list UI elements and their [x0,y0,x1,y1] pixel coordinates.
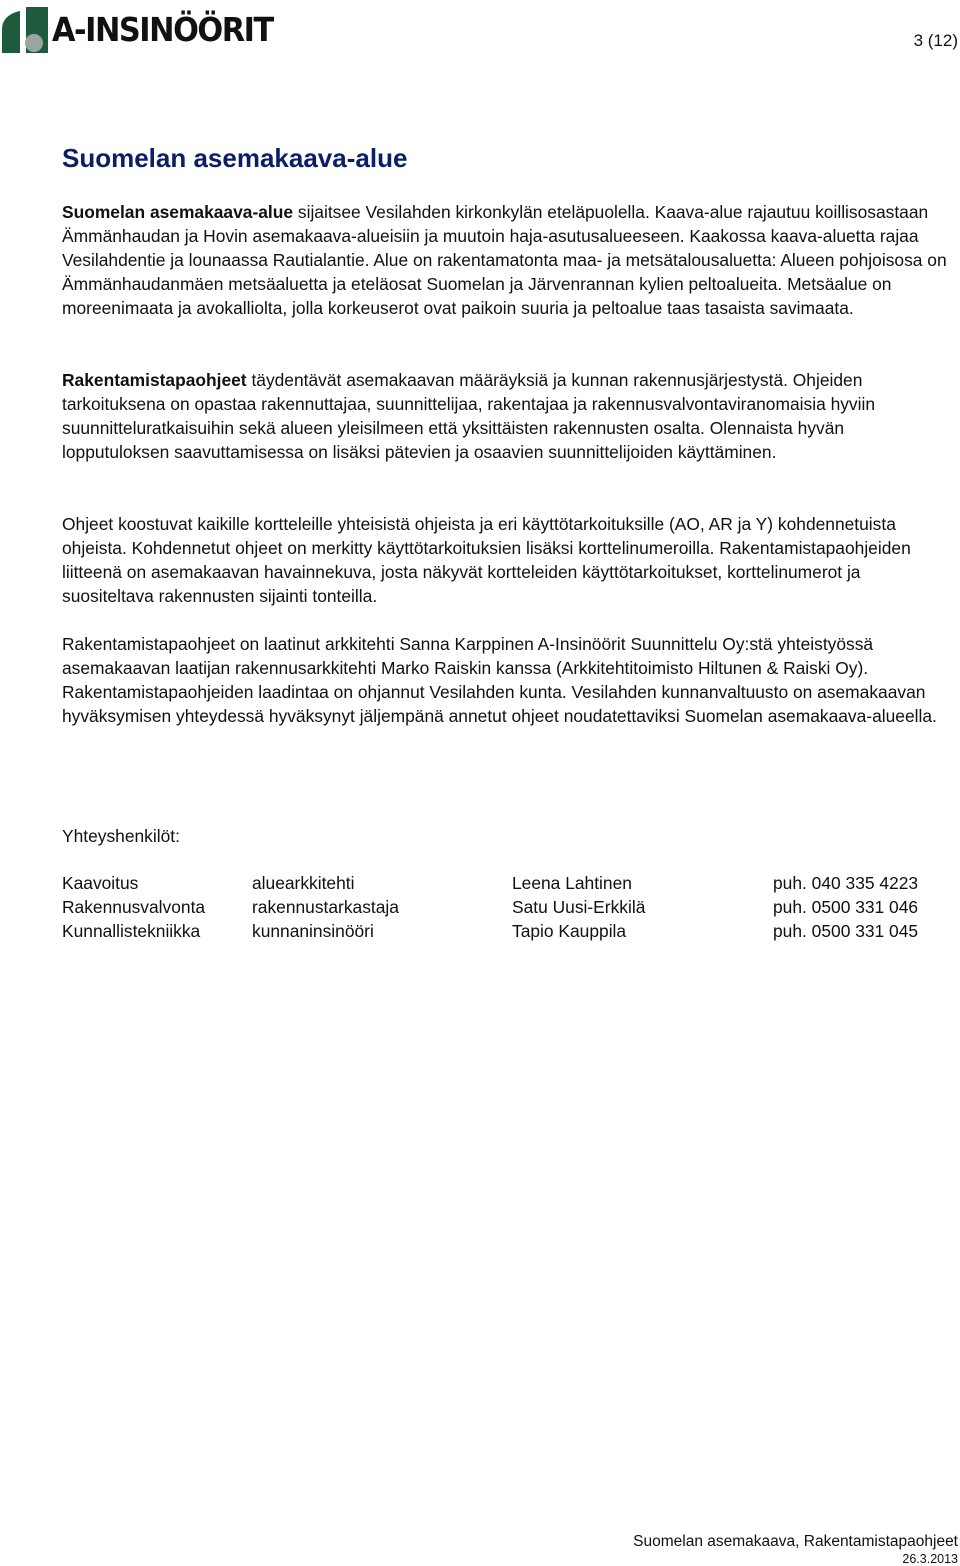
paragraph-authors [62,632,954,728]
paragraph-structure [62,512,954,608]
contact-name: Leena Lahtinen [512,873,632,893]
contact-role: aluearkkitehti [252,873,355,893]
page-footer [633,1532,958,1566]
paragraph-text: täydentävät asemakaavan määräyksiä ja kunnan rakennusjärjestystä. Ohjeiden tarkoituksena on opastaa rakennuttajaa, suunnittelijaa, rakentajaa ja rakennusvalvontaviranomaisia hyviin suunnitteluratkaisuihin sekä alueen yleisilmeen että yksittäisten rakennusten osalta. Olennaista hyvän lopputuloksen saavuttamisessa on lisäksi pätevien ja osaavien suunnittelijoiden käyttäminen. [62,370,876,462]
contact-area: Rakennusvalvonta [62,897,206,917]
contact-phone: puh. 040 335 4223 [773,873,919,893]
paragraph-text: Rakentamistapaohjeet on laatinut arkkitehti Sanna Karppinen A-Insinöörit Suunnittelu Oy:stä yhteistyössä asemakaavan laatijan rakennusarkkitehti Marko Raiskin kanssa (Arkkitehtitoimisto Hiltunen & Raiski Oy). Rakentamistapaohjeiden laadintaa on ohjannut Vesilahden kunta. Vesilahden kunnanvaltuusto on asemakaavan hyväksymisen yhteydessä hyväksynyt jäljempänä annetut ohjeet noudatettaviksi Suomelan asemakaava-alueella. [62,634,937,726]
contact-name: Tapio Kauppila [512,921,627,941]
contacts-label: Yhteyshenkilöt: [62,826,180,846]
contact-role: rakennustarkastaja [252,897,399,917]
footer-date: 26.3.2013 [902,1552,958,1566]
contact-role: kunnaninsinööri [252,921,374,941]
page-title: Suomelan asemakaava-alue [62,143,408,173]
paragraph-lead: Rakentamistapaohjeet [62,370,247,390]
paragraph-intro [62,200,954,320]
paragraph-text: Ohjeet koostuvat kaikille kortteleille yhteisistä ohjeista ja eri käyttötarkoituksille (AO, AR ja Y) kohdennetuista ohjeista. Kohdennetut ohjeet on merkitty käyttötarkoituksien lisäksi korttelinumeroilla. Rakentamistapaohjeiden liitteenä on asemakaavan havainnekuva, josta näkyvät kortteleiden käyttötarkoitukset, korttelinumerot ja suositeltava rakennusten sijainti tonteilla. [62,514,911,606]
contact-area: Kunnallistekniikka [62,921,201,941]
contact-phone: puh. 0500 331 046 [773,897,919,917]
contact-phone: puh. 0500 331 045 [773,921,919,941]
paragraph-lead: Suomelan asemakaava-alue [62,202,294,222]
paragraph-guidelines [62,368,954,464]
company-logo [2,6,292,54]
footer-title: Suomelan asemakaava, Rakentamistapaohjeet [633,1533,958,1550]
page-number: 3 (12) [913,31,958,50]
contact-area: Kaavoitus [62,873,139,893]
logo-text: A-INSINÖÖRIT [52,10,273,49]
contact-name: Satu Uusi-Erkkilä [512,897,646,917]
paragraph-text: sijaitsee Vesilahden kirkonkylän eteläpuolella. Kaava-alue rajautuu koillisosastaan Ämmänhaudan ja Hovin asemakaava-alueisiin ja muutoin haja-asutusalueeseen. Kaakossa kaava-aluetta rajaa Vesilahdentie ja lounaassa Rautialantie. Alue on rakentamatonta maa- ja metsätalousaluetta: Alueen pohjoisosa on Ämmänhaudanmäen metsäaluetta ja eteläosat Suomelan ja Järvenrannan kylien peltoalueita. Metsäalue on moreenimaata ja avokalliolta, jolla korkeuserot ovat paikoin suuria ja peltoalue taas tasaista savimaata. [62,202,947,318]
logo-mark-icon [2,7,48,53]
